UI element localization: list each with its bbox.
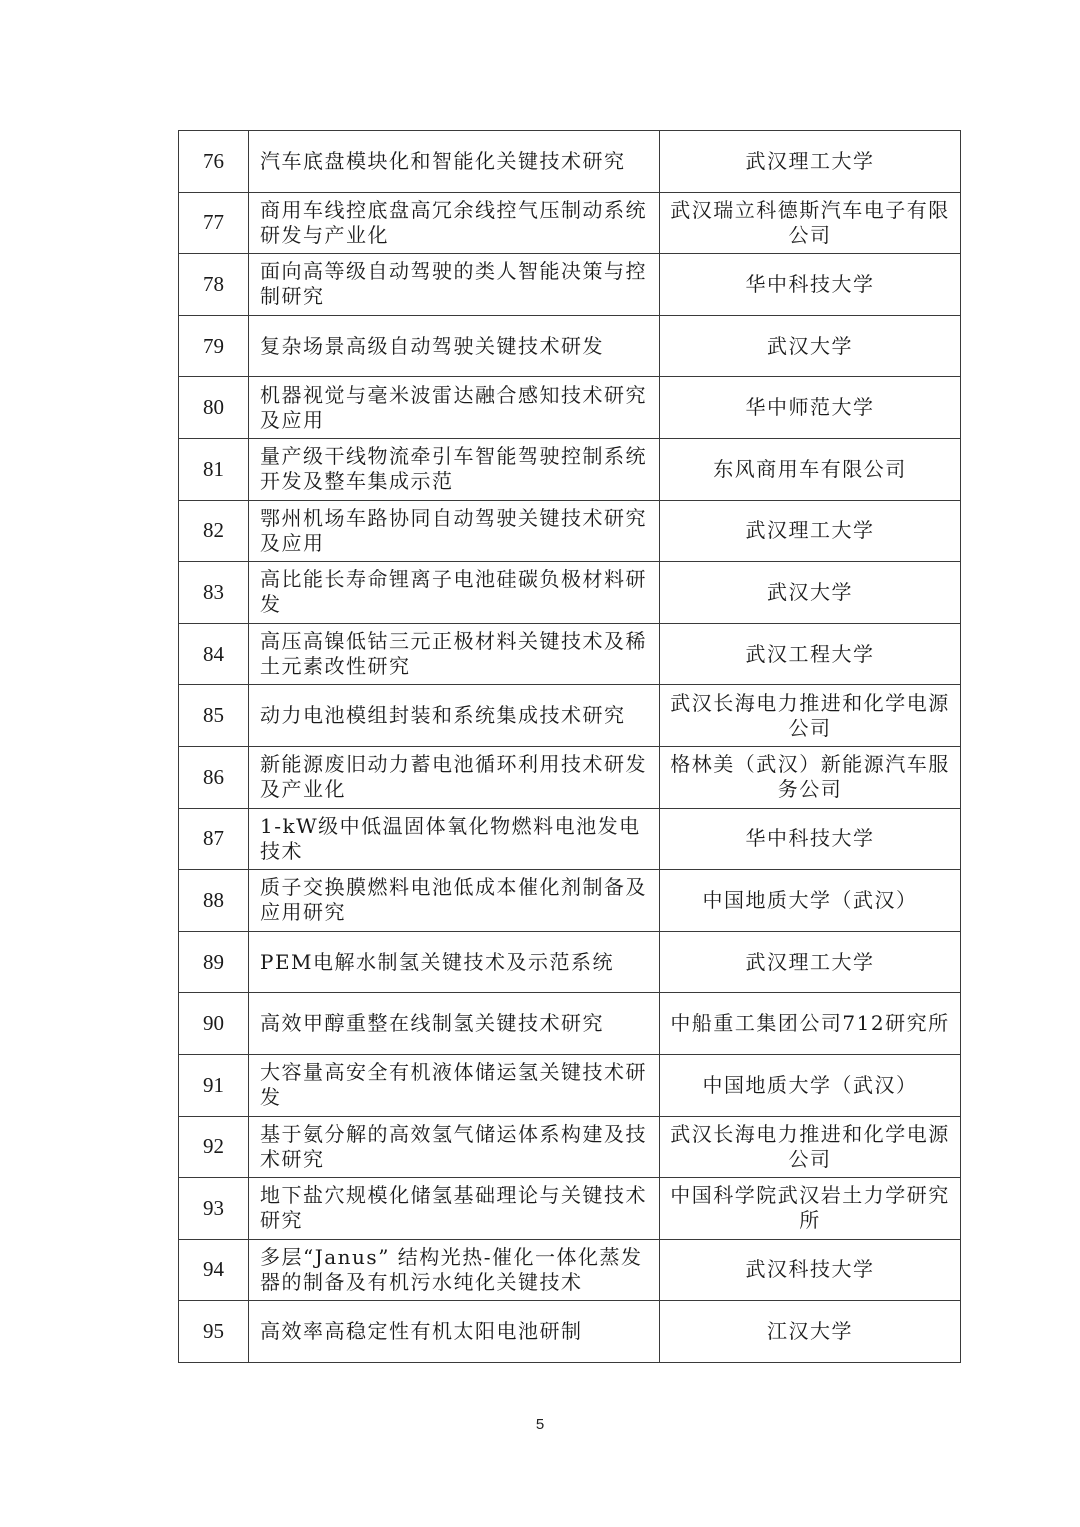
organization-cell: 武汉长海电力推进和化学电源公司: [660, 1116, 961, 1178]
row-number-cell: 78: [179, 254, 249, 316]
table-row: [179, 993, 961, 1055]
project-title-cell: 高压高镍低钴三元正极材料关键技术及稀土元素改性研究: [249, 623, 660, 685]
table-row: [179, 562, 961, 624]
table-row: [179, 131, 961, 193]
organization-cell: 武汉理工大学: [660, 131, 961, 193]
project-title-cell: 量产级干线物流牵引车智能驾驶控制系统开发及整车集成示范: [249, 438, 660, 500]
project-title-cell: 高效率高稳定性有机太阳电池研制: [249, 1301, 660, 1363]
project-title-cell: 地下盐穴规模化储氢基础理论与关键技术研究: [249, 1178, 660, 1240]
row-number-cell: 92: [179, 1116, 249, 1178]
project-title-cell: PEM电解水制氢关键技术及示范系统: [249, 931, 660, 993]
row-number-cell: 77: [179, 192, 249, 254]
organization-cell: 武汉工程大学: [660, 623, 961, 685]
row-number-cell: 83: [179, 562, 249, 624]
project-title-cell: 高比能长寿命锂离子电池硅碳负极材料研发: [249, 562, 660, 624]
project-table: [178, 130, 961, 1363]
project-title-cell: 机器视觉与毫米波雷达融合感知技术研究及应用: [249, 377, 660, 439]
row-number-cell: 79: [179, 315, 249, 377]
row-number-cell: 80: [179, 377, 249, 439]
organization-cell: 武汉理工大学: [660, 500, 961, 562]
organization-cell: 华中师范大学: [660, 377, 961, 439]
table-row: [179, 438, 961, 500]
organization-cell: 武汉大学: [660, 315, 961, 377]
table-row: [179, 377, 961, 439]
organization-cell: 武汉瑞立科德斯汽车电子有限公司: [660, 192, 961, 254]
project-title-cell: 多层“Janus” 结构光热-催化一体化蒸发器的制备及有机污水纯化关键技术: [249, 1239, 660, 1301]
table-row: [179, 192, 961, 254]
organization-cell: 中国地质大学（武汉）: [660, 870, 961, 932]
organization-cell: 武汉长海电力推进和化学电源公司: [660, 685, 961, 747]
row-number-cell: 90: [179, 993, 249, 1055]
project-title-cell: 高效甲醇重整在线制氢关键技术研究: [249, 993, 660, 1055]
organization-cell: 武汉科技大学: [660, 1239, 961, 1301]
row-number-cell: 91: [179, 1054, 249, 1116]
organization-cell: 中国科学院武汉岩土力学研究所: [660, 1178, 961, 1240]
table-row: [179, 808, 961, 870]
project-title-cell: 1-kW级中低温固体氧化物燃料电池发电技术: [249, 808, 660, 870]
organization-cell: 中国地质大学（武汉）: [660, 1054, 961, 1116]
row-number-cell: 87: [179, 808, 249, 870]
row-number-cell: 88: [179, 870, 249, 932]
table-row: [179, 746, 961, 808]
table-row: [179, 500, 961, 562]
project-title-cell: 商用车线控底盘高冗余线控气压制动系统研发与产业化: [249, 192, 660, 254]
table-row: [179, 1178, 961, 1240]
table-row: [179, 1116, 961, 1178]
project-title-cell: 质子交换膜燃料电池低成本催化剂制备及应用研究: [249, 870, 660, 932]
row-number-cell: 84: [179, 623, 249, 685]
project-title-cell: 动力电池模组封装和系统集成技术研究: [249, 685, 660, 747]
table-row: [179, 623, 961, 685]
page-number: 5: [535, 1416, 545, 1433]
table-row: [179, 1301, 961, 1363]
project-title-cell: 复杂场景高级自动驾驶关键技术研发: [249, 315, 660, 377]
row-number-cell: 94: [179, 1239, 249, 1301]
row-number-cell: 89: [179, 931, 249, 993]
project-title-cell: 汽车底盘模块化和智能化关键技术研究: [249, 131, 660, 193]
row-number-cell: 95: [179, 1301, 249, 1363]
organization-cell: 武汉大学: [660, 562, 961, 624]
organization-cell: 武汉理工大学: [660, 931, 961, 993]
row-number-cell: 82: [179, 500, 249, 562]
project-title-cell: 新能源废旧动力蓄电池循环利用技术研发及产业化: [249, 746, 660, 808]
project-title-cell: 面向高等级自动驾驶的类人智能决策与控制研究: [249, 254, 660, 316]
table-row: [179, 870, 961, 932]
row-number-cell: 93: [179, 1178, 249, 1240]
project-title-cell: 鄂州机场车路协同自动驾驶关键技术研究及应用: [249, 500, 660, 562]
organization-cell: 江汉大学: [660, 1301, 961, 1363]
table-row: [179, 685, 961, 747]
organization-cell: 东风商用车有限公司: [660, 438, 961, 500]
row-number-cell: 86: [179, 746, 249, 808]
organization-cell: 华中科技大学: [660, 808, 961, 870]
row-number-cell: 81: [179, 438, 249, 500]
organization-cell: 华中科技大学: [660, 254, 961, 316]
table-row: [179, 1239, 961, 1301]
project-title-cell: 大容量高安全有机液体储运氢关键技术研发: [249, 1054, 660, 1116]
project-title-cell: 基于氨分解的高效氢气储运体系构建及技术研究: [249, 1116, 660, 1178]
project-table-body: [179, 131, 961, 1363]
row-number-cell: 76: [179, 131, 249, 193]
organization-cell: 格林美（武汉）新能源汽车服务公司: [660, 746, 961, 808]
organization-cell: 中船重工集团公司712研究所: [660, 993, 961, 1055]
table-row: [179, 1054, 961, 1116]
table-row: [179, 315, 961, 377]
table-row: [179, 254, 961, 316]
table-row: [179, 931, 961, 993]
row-number-cell: 85: [179, 685, 249, 747]
